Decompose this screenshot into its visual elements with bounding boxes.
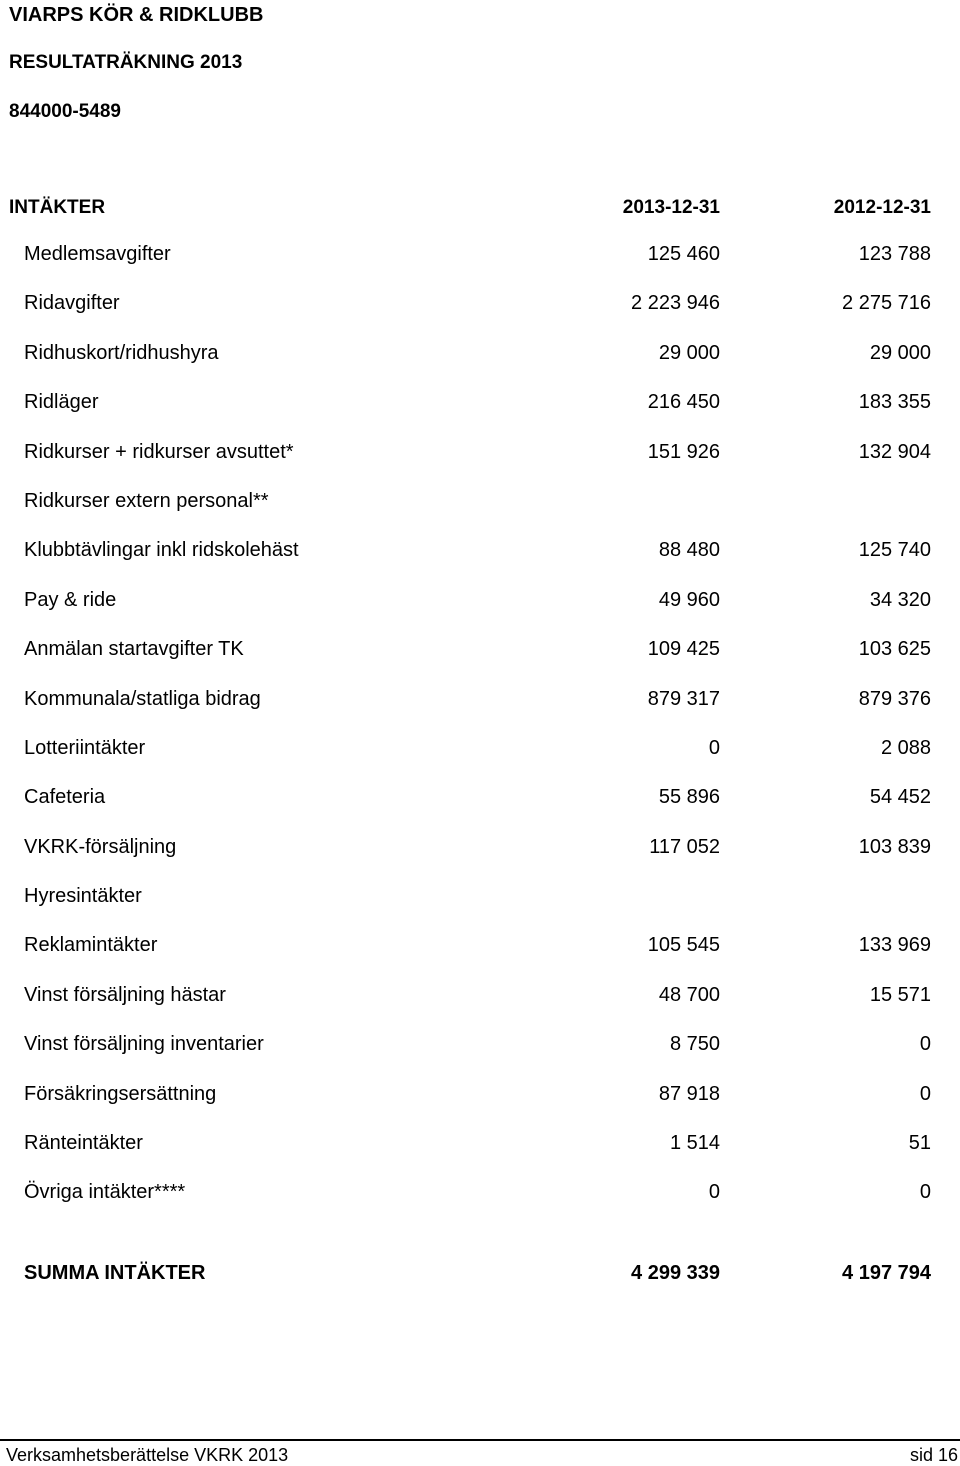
value-2013: 2 223 946 [631,292,720,315]
value-2013: 1 514 [669,1132,720,1155]
table-row [0,833,960,882]
table-header [0,195,960,221]
table-row [0,981,960,1030]
footer-divider [0,1439,960,1441]
table-row [0,734,960,783]
income-table [0,240,960,1228]
section-label: INTÄKTER [9,197,106,218]
row-label: Vinst försäljning inventarier [24,1033,264,1056]
table-row [0,1030,960,1079]
table-row [0,882,960,931]
row-label: Reklamintäkter [24,934,158,957]
value-2012: 132 904 [858,440,931,463]
table-row [0,438,960,487]
value-2013: 88 480 [658,539,720,562]
table-row [0,783,960,832]
row-label: Vinst försäljning hästar [24,983,226,1006]
value-2013: 8 750 [669,1033,720,1056]
value-2012: 54 452 [869,786,931,809]
table-row [0,1178,960,1227]
table-row [0,586,960,635]
column-header-2013: 2013-12-31 [622,197,720,218]
value-2012: 133 969 [858,934,931,957]
page-footer [0,1444,960,1466]
row-label: Ridläger [24,391,99,414]
table-row [0,240,960,289]
value-2012: 29 000 [869,341,931,364]
value-2013: 48 700 [658,983,720,1006]
footer-document-name: Verksamhetsberättelse VKRK 2013 [6,1445,289,1465]
value-2013: 29 000 [658,341,720,364]
table-row [0,339,960,388]
value-2013: 117 052 [649,835,720,858]
row-label: Pay & ride [24,588,117,611]
row-label: Ridavgifter [24,292,120,315]
table-row [0,388,960,437]
value-2013: 87 918 [658,1082,720,1105]
value-2013: 55 896 [658,786,720,809]
value-2013: 105 545 [647,934,720,957]
table-row [0,536,960,585]
value-2012: 2 275 716 [842,292,931,315]
document-title: RESULTATRÄKNING 2013 [9,52,243,73]
row-label: VKRK-försäljning [24,835,177,858]
value-2012: 103 625 [858,638,931,661]
table-row [0,635,960,684]
organization-name: VIARPS KÖR & RIDKLUBB [9,4,264,26]
value-2012: 51 [908,1132,931,1155]
value-2012: 0 [919,1082,931,1105]
row-label: Anmälan startavgifter TK [24,638,244,661]
value-2012: 0 [919,1181,931,1204]
table-row [0,289,960,338]
value-2012: 34 320 [869,588,931,611]
total-label: SUMMA INTÄKTER [24,1262,206,1284]
table-row [0,931,960,980]
value-2012: 125 740 [858,539,931,562]
table-row [0,1129,960,1178]
table-row [0,1080,960,1129]
value-2013: 0 [708,736,720,759]
table-row [0,487,960,536]
row-label: Cafeteria [24,786,106,809]
value-2012: 0 [919,1033,931,1056]
value-2013: 49 960 [658,588,720,611]
value-2012: 183 355 [858,391,931,414]
value-2013: 151 926 [647,440,720,463]
page-number: sid 16 [909,1445,958,1465]
value-2013: 216 450 [647,391,720,414]
value-2013: 125 460 [647,243,720,265]
column-header-2012: 2012-12-31 [833,197,931,218]
row-label: Ridkurser extern personal** [24,489,269,512]
organization-number: 844000-5489 [9,101,121,122]
row-label: Övriga intäkter**** [24,1181,186,1204]
value-2013: 0 [708,1181,720,1204]
value-2012: 123 788 [858,243,931,265]
value-2012: 103 839 [858,835,931,858]
row-label: Ränteintäkter [24,1132,143,1155]
value-2012: 2 088 [880,736,931,759]
table-row [0,685,960,734]
value-2013: 879 317 [647,687,720,710]
row-label: Försäkringsersättning [24,1082,217,1105]
row-label: Klubbtävlingar inkl ridskolehäst [24,539,299,562]
value-2012: 15 571 [869,983,931,1006]
row-label: Ridkurser + ridkurser avsuttet* [24,440,294,463]
row-label: Hyresintäkter [24,885,142,908]
row-label: Kommunala/statliga bidrag [24,687,261,710]
value-2013: 109 425 [647,638,720,661]
row-label: Ridhuskort/ridhushyra [24,341,219,364]
total-value-2013: 4 299 339 [631,1262,720,1284]
total-value-2012: 4 197 794 [842,1262,931,1284]
value-2012: 879 376 [858,687,931,710]
row-label: Lotteriintäkter [24,736,146,759]
row-label: Medlemsavgifter [24,243,171,265]
total-row [0,1259,960,1287]
